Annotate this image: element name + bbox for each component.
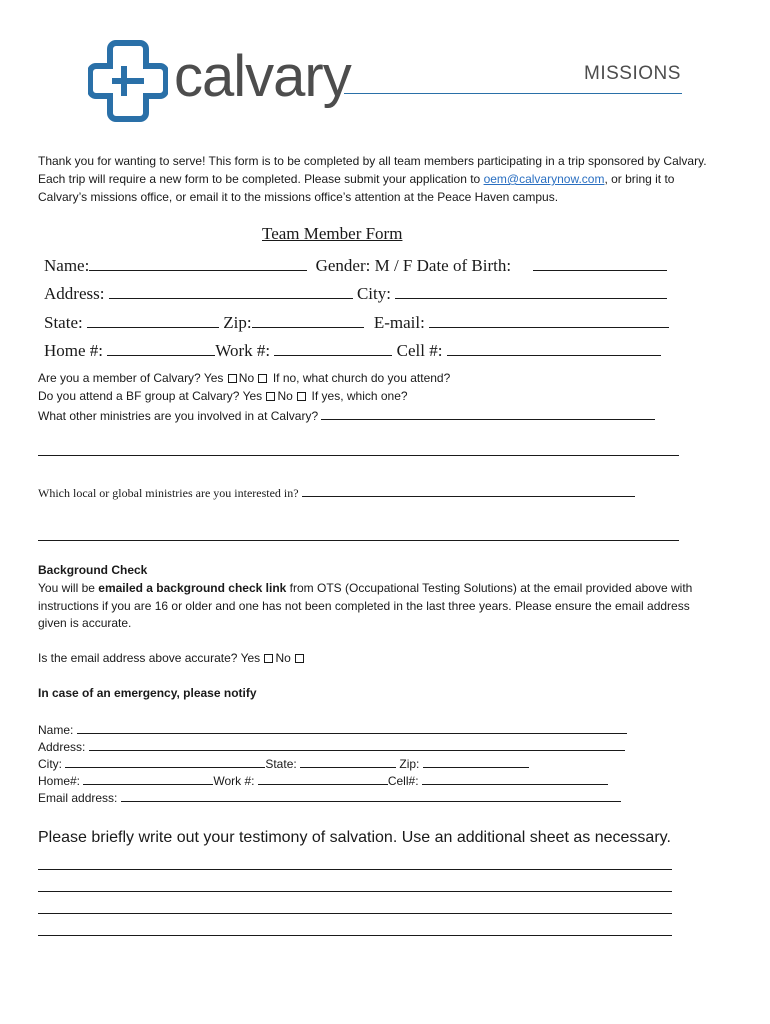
member-no-checkbox[interactable] — [258, 374, 267, 383]
emergency-work-label: Work #: — [213, 774, 255, 788]
emergency-phones-row — [38, 772, 608, 788]
emergency-work-field[interactable] — [258, 772, 388, 785]
gender-label: Gender: M / F — [315, 256, 413, 275]
testimony-line-2[interactable] — [38, 891, 672, 892]
emergency-name-label: Name: — [38, 723, 74, 737]
emergency-state-field[interactable] — [300, 755, 396, 768]
work-field[interactable] — [274, 343, 392, 356]
bf-question-row — [38, 389, 408, 403]
bf-no-label: No — [277, 389, 293, 403]
email-label: E-mail: — [373, 313, 425, 332]
member-no-label: No — [238, 371, 255, 385]
ministries-question-row — [38, 407, 655, 423]
state-label: State: — [44, 313, 83, 332]
testimony-prompt: Please briefly write out your testimony of salvation. Use an additional sheet as necessary. — [38, 829, 671, 846]
calvary-cross-logo-icon — [88, 40, 168, 122]
emergency-address-field[interactable] — [89, 738, 625, 751]
emergency-zip-label: Zip: — [399, 757, 420, 771]
zip-label: Zip: — [223, 313, 252, 332]
emergency-city-label: City: — [38, 757, 62, 771]
form-row-phones — [44, 341, 661, 361]
work-label: Work #: — [215, 341, 271, 360]
bf-no-checkbox[interactable] — [297, 392, 306, 401]
testimony-line-1[interactable] — [38, 869, 672, 870]
form-title: Team Member Form — [262, 224, 403, 243]
intro-text-after: , or bring it to Calvary’s missions office, or email it to the missions office’s attention at the Peace Haven campus. — [38, 172, 675, 204]
bf-yes-checkbox[interactable] — [266, 392, 275, 401]
bf-question: Do you attend a BF group at Calvary? Yes — [38, 389, 263, 403]
email-accurate-no-checkbox[interactable] — [295, 654, 304, 663]
local-global-question: Which local or global ministries are you interested in? — [38, 486, 299, 500]
form-row-address — [44, 284, 667, 304]
email-accurate-row — [38, 651, 306, 665]
dob-field[interactable] — [533, 258, 667, 271]
ministries-field[interactable] — [321, 407, 655, 420]
ministries-question: What other ministries are you involved in at Calvary? — [38, 409, 319, 423]
emergency-city-field[interactable] — [65, 755, 265, 768]
email-accurate-no-label: No — [275, 651, 291, 665]
address-field[interactable] — [109, 286, 353, 299]
testimony-line-4[interactable] — [38, 935, 672, 936]
background-heading: Background Check — [38, 563, 148, 577]
local-global-extra-line[interactable] — [38, 540, 679, 541]
local-global-field[interactable] — [302, 484, 635, 497]
member-followup: If no, what church do you attend? — [272, 371, 451, 385]
cell-label: Cell #: — [396, 341, 443, 360]
state-field[interactable] — [87, 315, 219, 328]
emergency-cell-field[interactable] — [422, 772, 608, 785]
form-row-name — [44, 256, 667, 276]
emergency-home-label: Home#: — [38, 774, 81, 788]
background-text-bold: emailed a background check link — [98, 581, 287, 595]
dob-label: Date of Birth: — [416, 256, 512, 275]
testimony-line-3[interactable] — [38, 913, 672, 914]
city-field[interactable] — [395, 286, 667, 299]
bf-followup: If yes, which one? — [311, 389, 408, 403]
home-field[interactable] — [107, 343, 215, 356]
logo-wordmark: calvary — [174, 44, 351, 109]
member-question-row — [38, 371, 450, 385]
emergency-state-label: State: — [265, 757, 297, 771]
email-accurate-question: Is the email address above accurate? Yes — [38, 651, 261, 665]
home-label: Home #: — [44, 341, 104, 360]
intro-paragraph — [38, 152, 718, 206]
email-accurate-yes-checkbox[interactable] — [264, 654, 273, 663]
name-label: Name: — [44, 256, 90, 275]
address-label: Address: — [44, 284, 105, 303]
zip-field[interactable] — [252, 315, 364, 328]
background-text-1: You will be — [38, 581, 99, 595]
missions-label: MISSIONS — [584, 63, 681, 84]
background-paragraph — [38, 580, 718, 633]
member-yes-checkbox[interactable] — [228, 374, 237, 383]
emergency-heading: In case of an emergency, please notify — [38, 686, 257, 700]
submit-email-link[interactable]: oem@calvarynow.com — [483, 172, 605, 186]
emergency-name-field[interactable] — [77, 721, 627, 734]
local-global-row — [38, 484, 635, 501]
emergency-cell-label: Cell#: — [387, 774, 419, 788]
city-label: City: — [356, 284, 391, 303]
cell-field[interactable] — [447, 343, 661, 356]
member-question: Are you a member of Calvary? Yes — [38, 371, 224, 385]
emergency-email-field[interactable] — [121, 789, 621, 802]
ministries-extra-line[interactable] — [38, 455, 679, 456]
header-rule — [344, 93, 682, 94]
background-text-2: from OTS (Occupational Testing Solutions) at the email provided above with instructions if you are 16 or older and one has not been completed in the last three years. Please ensure the email address given is accurate. — [38, 581, 693, 630]
emergency-email-label: Email address: — [38, 791, 118, 805]
emergency-email-row — [38, 789, 621, 805]
emergency-home-field[interactable] — [83, 772, 213, 785]
emergency-name-row — [38, 721, 627, 737]
emergency-address-row — [38, 738, 625, 754]
emergency-city-row — [38, 755, 529, 771]
name-field[interactable] — [89, 258, 307, 271]
form-row-state — [44, 313, 669, 333]
intro-text-before: Thank you for wanting to serve! This form is to be completed by all team members participating in a trip sponsored by Calvary. Each trip will require a new form to be completed. Please submit your application to — [38, 154, 707, 186]
email-field[interactable] — [429, 315, 669, 328]
emergency-zip-field[interactable] — [423, 755, 529, 768]
emergency-address-label: Address: — [38, 740, 86, 754]
